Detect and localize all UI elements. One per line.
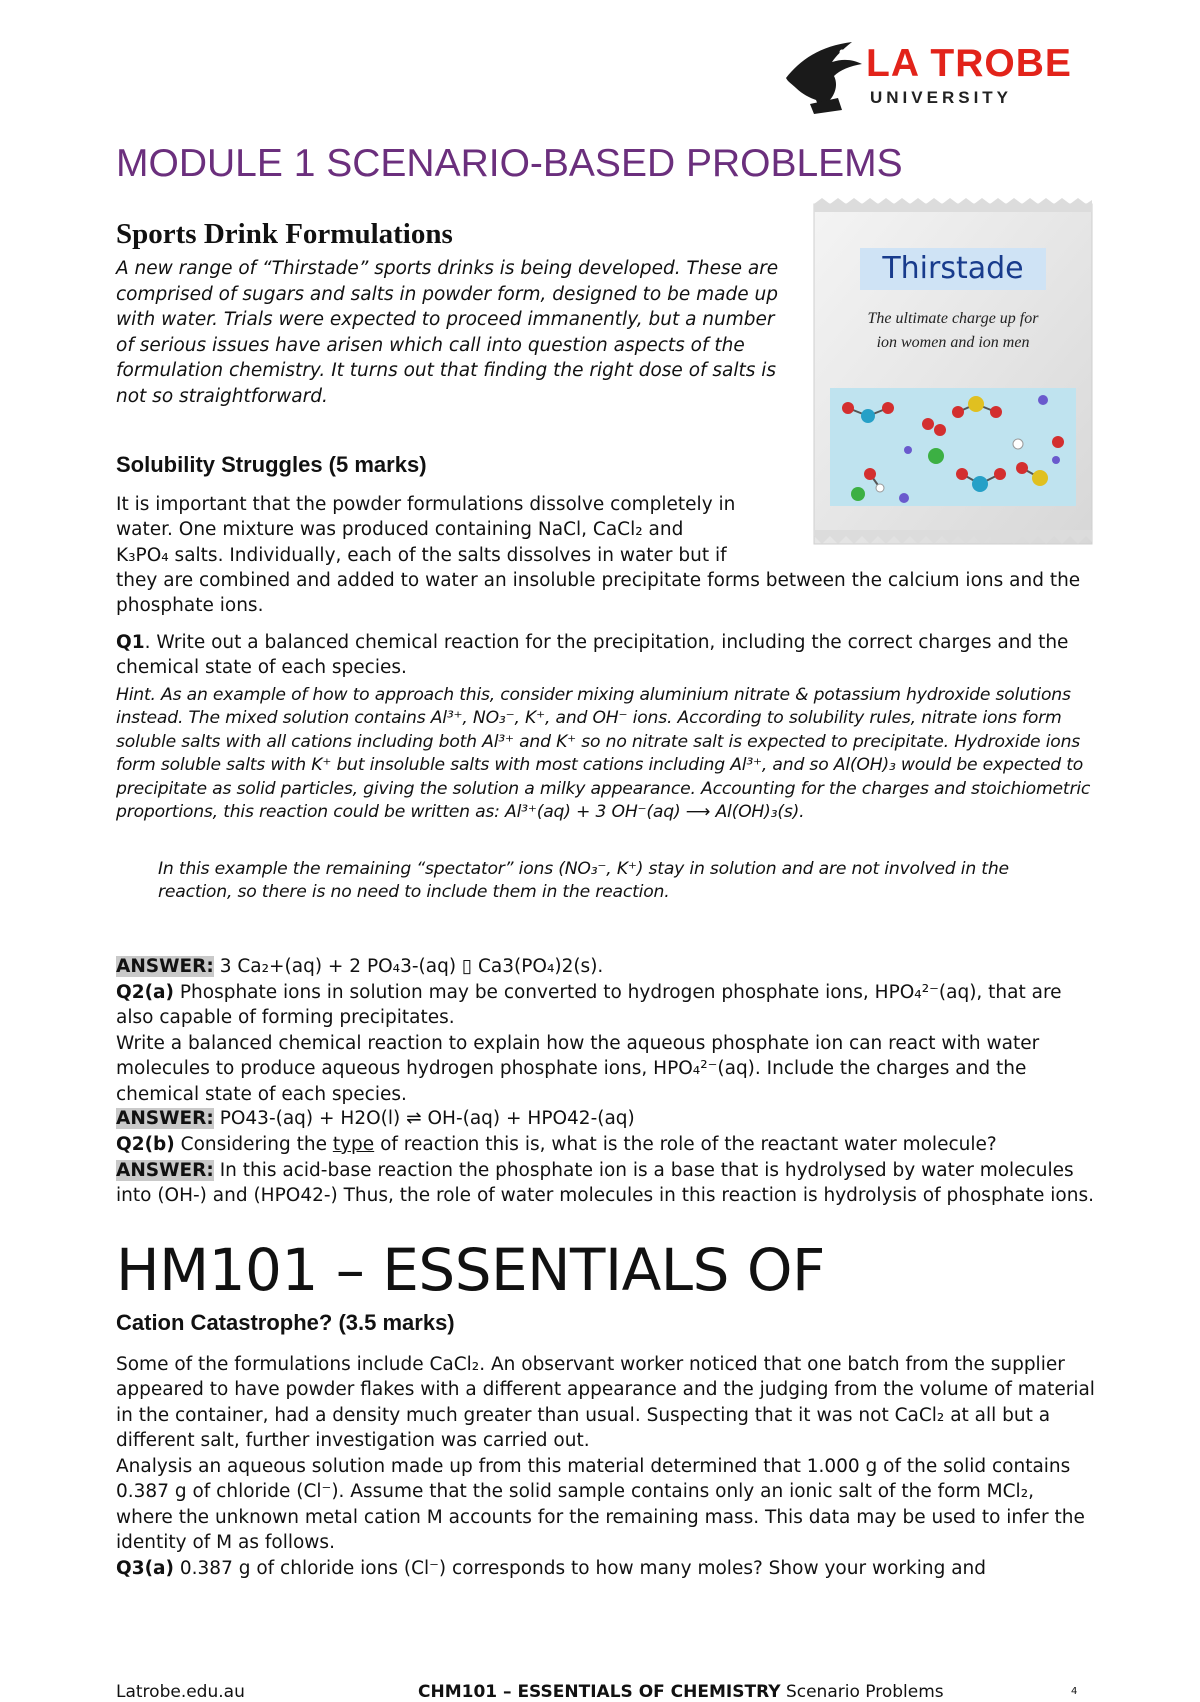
- q1-text: . Write out a balanced chemical reaction for the precipitation, including the correct charges and the chemical state of each species.: [116, 632, 1069, 679]
- q2a-text-1: Phosphate ions in solution may be converted to hydrogen phosphate ions, HPO₄²⁻(aq), that are also capable of forming precipitates.: [116, 982, 1062, 1029]
- sachet-tagline-1: The ultimate charge up for: [867, 310, 1039, 327]
- q2a-text-2: Write a balanced chemical reaction to explain how the aqueous phosphate ion can react with water molecules to produce aqueous hydrogen phosphate ions, HPO₄²⁻(aq). Include the charges and the chemical state of each species.: [116, 1033, 1040, 1105]
- question-q3a: [116, 1556, 1096, 1581]
- answer-q2b: [116, 1158, 1096, 1209]
- q2b-text-post: of reaction this is, what is the role of the reactant water molecule?: [374, 1134, 997, 1155]
- q3a-text: 0.387 g of chloride ions (Cl⁻) corresponds to how many moles? Show your working and: [174, 1558, 987, 1579]
- answer-label: ANSWER:: [116, 1108, 214, 1129]
- sachet-tagline-2: ion women and ion men: [876, 334, 1030, 351]
- q2b-label: Q2(b): [116, 1134, 175, 1155]
- answer-label: ANSWER:: [116, 1160, 214, 1181]
- university-logo: [780, 38, 1080, 116]
- logo-line2: UNIVERSITY: [870, 88, 1013, 107]
- cation-paragraph-1: Some of the formulations include CaCl₂. An observant worker noticed that one batch from the supplier appeared to have powder flakes with a different appearance and the judging from the volume of material in the container, had a density much greater than usual. Suspecting that it was not CaCl₂ at all but a different salt, further investigation was carried out.: [116, 1354, 1095, 1451]
- answer-q1-text: 3 Ca₂+(aq) + 2 PO₄3-(aq) ▯ Ca3(PO₄)2(s).: [213, 956, 604, 977]
- q2b-text-underlined: type: [332, 1134, 375, 1155]
- sachet-image: [808, 198, 1098, 550]
- module-title: MODULE 1 SCENARIO-BASED PROBLEMS: [116, 142, 903, 185]
- q1-hint: Hint. As an example of how to approach this, consider mixing aluminium nitrate & potassium hydroxide solutions instead. The mixed solution contains Al³⁺, NO₃⁻, K⁺, and OH⁻ ions. According to solubility rules, nitrate ions form soluble salts with all cations including both Al³⁺ and K⁺ so no nitrate salt is expected to precipitate. Hydroxide ions form soluble salts with K⁺ but insoluble salts with most cations including Al³⁺, and so Al(OH)₃ would be expected to precipitate as solid particles, giving the solution a milky appearance. Accounting for the charges and stoichiometric proportions, this reaction could be written as: Al³⁺(aq) + 3 OH⁻(aq) ⟶ Al(OH)₃(s).: [116, 685, 1091, 823]
- page-number: 4: [1071, 1686, 1078, 1697]
- question-q2a: [116, 980, 1096, 1031]
- solubility-paragraph-end: they are combined and added to water an insoluble precipitate forms between the calcium ions and the phosphate ions.: [116, 570, 1081, 617]
- q3a-label: Q3(a): [116, 1558, 174, 1579]
- footer-course-rest: Scenario Problems: [780, 1682, 944, 1702]
- footer-course-bold: CHM101 – ESSENTIALS OF CHEMISTRY: [418, 1682, 781, 1702]
- question-q2b: [116, 1132, 1096, 1157]
- question-q1: [116, 630, 1096, 681]
- solubility-line-3: K₃PO₄ salts. Individually, each of the salts dissolves in water but if: [116, 544, 727, 566]
- q1-label: Q1: [116, 632, 145, 653]
- answer-q2b-text: In this acid-base reaction the phosphate ion is a base that is hydrolysed by water molecules into (OH-) and (HPO42-) Thus, the role of water molecules in this reaction is hydrolysis of phosphate ions.: [116, 1160, 1094, 1207]
- answer-q2a-text: PO43-(aq) + H2O(l) ⇌ OH-(aq) + HPO42-(aq): [213, 1108, 635, 1129]
- intro-paragraph: A new range of “Thirstade” sports drinks is being developed. These are comprised of sugars and salts in powder form, designed to be made up with water. Trials were expected to proceed immanently, but a number of serious issues have arisen which call into question aspects of the formulation chemistry. It turns out that finding the right dose of salts is not so straightforward.: [116, 258, 779, 407]
- sachet-brand: Thirstade: [860, 248, 1046, 290]
- cation-heading: Cation Catastrophe? (3.5 marks): [116, 1310, 455, 1335]
- answer-q2a: [116, 1106, 1096, 1131]
- footer-website: Latrobe.edu.au: [116, 1682, 245, 1702]
- section-title: Sports Drink Formulations: [116, 218, 453, 250]
- q2b-text-pre: Considering the: [174, 1134, 333, 1155]
- answer-label: ANSWER:: [116, 956, 214, 977]
- q1-spectator-note: In this example the remaining “spectator” ions (NO₃⁻, K⁺) stay in solution and are not involved in the reaction, so there is no need to include them in the reaction.: [158, 859, 1009, 903]
- solubility-paragraph-start: [116, 492, 796, 568]
- logo-line1: LA TROBE: [866, 42, 1072, 85]
- q2a-label: Q2(a): [116, 982, 174, 1003]
- solubility-line-2: water. One mixture was produced containing NaCl, CaCl₂ and: [116, 519, 684, 541]
- solubility-heading: Solubility Struggles (5 marks): [116, 452, 427, 477]
- cation-paragraph-2: Analysis an aqueous solution made up from this material determined that 1.000 g of the solid contains 0.387 g of chloride (Cl⁻). Assume that the solid sample contains only an ionic salt of the form MCl₂, where the unknown metal cation M accounts for the remaining mass. This data may be used to infer the identity of M as follows.: [116, 1456, 1085, 1553]
- footer-course: [418, 1682, 944, 1702]
- eagle-emblem-icon: [780, 38, 866, 116]
- course-heading-fragment: HM101 – ESSENTIALS OF: [116, 1236, 825, 1304]
- solubility-line-1: It is important that the powder formulations dissolve completely in: [116, 494, 736, 515]
- answer-q1: [116, 954, 1096, 979]
